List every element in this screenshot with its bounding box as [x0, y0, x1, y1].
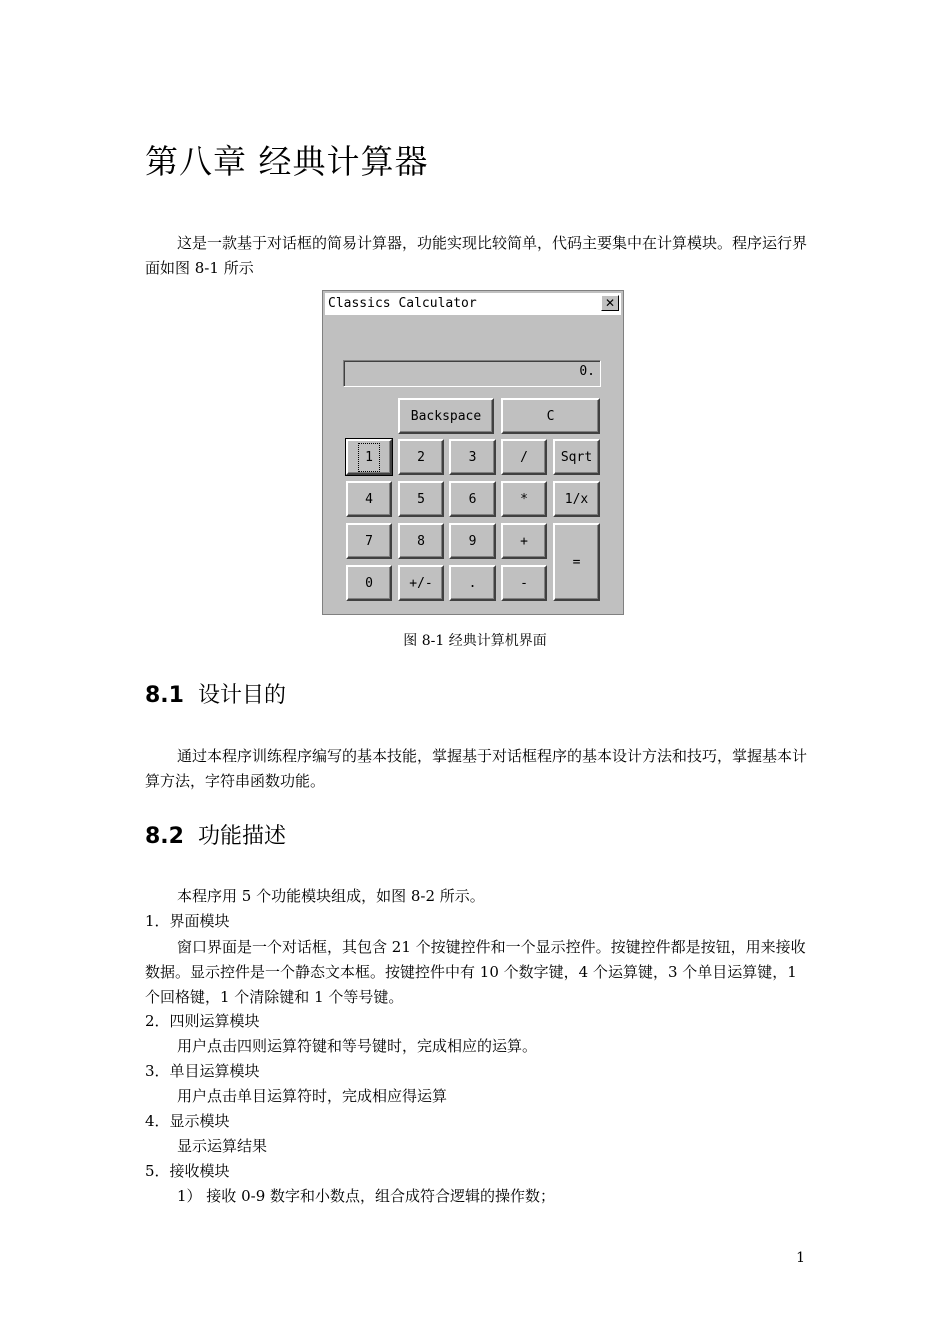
section-number: 8.2 — [145, 824, 184, 849]
digit-7-button[interactable]: 7 — [346, 523, 392, 559]
digit-4-button[interactable]: 4 — [346, 481, 392, 517]
list-item-1-title: 1．界面模块 — [145, 912, 230, 930]
equals-button[interactable]: = — [553, 523, 600, 601]
digit-3-button[interactable]: 3 — [449, 439, 496, 475]
list-item-5-title: 5．接收模块 — [145, 1162, 230, 1180]
digit-8-button[interactable]: 8 — [398, 523, 444, 559]
reciprocal-button[interactable]: 1/x — [553, 481, 600, 517]
section-8-2-intro: 本程序用 5 个功能模块组成，如图 8-2 所示。 — [177, 887, 485, 905]
digit-5-button[interactable]: 5 — [398, 481, 444, 517]
section-title: 设计目的 — [197, 683, 286, 708]
list-item-3-title: 3．单目运算模块 — [145, 1062, 260, 1080]
divide-button[interactable]: / — [501, 439, 547, 475]
title-bar — [325, 293, 621, 316]
digit-1-button[interactable]: 1 — [346, 439, 392, 475]
multiply-button[interactable]: * — [501, 481, 547, 517]
digit-6-button[interactable]: 6 — [449, 481, 496, 517]
add-button[interactable]: + — [501, 523, 547, 559]
digit-9-button[interactable]: 9 — [449, 523, 496, 559]
section-number: 8.1 — [145, 683, 184, 708]
sign-toggle-button[interactable]: +/- — [398, 565, 444, 601]
section-8-1-heading — [145, 678, 286, 709]
section-8-1-body: 通过本程序训练程序编写的基本技能，掌握基于对话框程序的基本设计方法和技巧，掌握基本计算方法，字符串函数功能。 — [145, 747, 808, 790]
calc-display — [343, 360, 601, 387]
backspace-button[interactable]: Backspace — [398, 398, 494, 434]
digit-2-button[interactable]: 2 — [398, 439, 444, 475]
section-title: 功能描述 — [197, 824, 286, 849]
clear-button[interactable]: C — [501, 398, 600, 434]
subtract-button[interactable]: - — [501, 565, 547, 601]
close-icon[interactable]: ✕ — [601, 295, 619, 311]
section-8-2-heading — [145, 819, 286, 850]
window-title: Classics Calculator — [328, 296, 477, 311]
decimal-point-button[interactable]: . — [449, 565, 496, 601]
calculator-window — [322, 290, 624, 615]
list-item-4-title: 4．显示模块 — [145, 1112, 230, 1130]
list-item-4-body: 显示运算结果 — [177, 1137, 268, 1155]
list-item-1-body: 窗口界面是一个对话框，其包含 21 个按键控件和一个显示控件。按键控件都是按钮，用来接收数据。显示控件是一个静态文本框。按键控件中有 10 个数字键，4 个运算键，3 个单目运算键，1 个回格键，1 个清除键和 1 个等号键。 — [145, 938, 806, 1006]
list-item-2-title: 2．四则运算模块 — [145, 1012, 260, 1030]
list-item-5-body: 1） 接收 0-9 数字和小数点，组合成符合逻辑的操作数； — [177, 1187, 556, 1205]
figure-caption: 图 8-1 经典计算机界面 — [403, 633, 547, 649]
display-value: 0. — [579, 364, 595, 379]
list-item-2-body: 用户点击四则运算符键和等号键时，完成相应的运算。 — [177, 1037, 538, 1055]
intro-paragraph: 这是一款基于对话框的简易计算器，功能实现比较简单，代码主要集中在计算模块。程序运行界面如图 8-1 所示 — [145, 234, 808, 277]
digit-0-button[interactable]: 0 — [346, 565, 392, 601]
chapter-title: 第八章 经典计算器 — [145, 142, 429, 181]
sqrt-button[interactable]: Sqrt — [553, 439, 600, 475]
list-item-3-body: 用户点击单目运算符时，完成相应得运算 — [177, 1087, 448, 1105]
page-number: 1 — [796, 1250, 805, 1266]
